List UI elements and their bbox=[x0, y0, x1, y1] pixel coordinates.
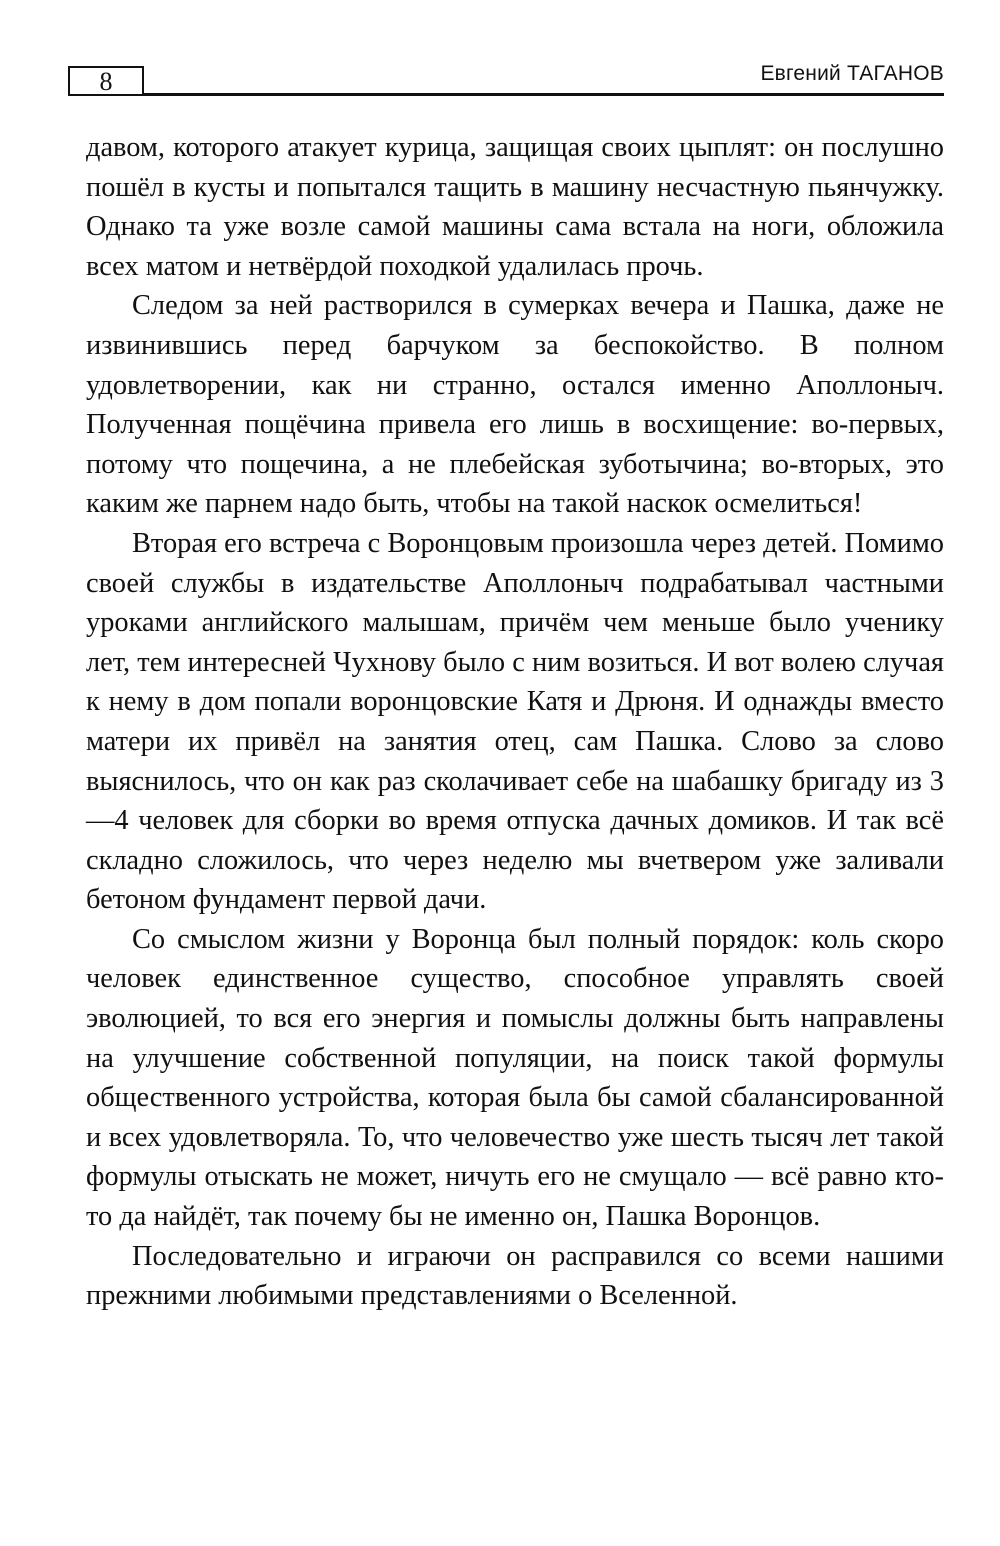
paragraph-1: давом, которого атакует курица, защищая своих цыплят: он послушно пошёл в кусты и попытался тащить в машину несчастную пьянчужку. Однако та уже возле самой машины сама встала на ноги, обложила всех матом и нетвёрдой походкой удалилась прочь. bbox=[86, 132, 944, 282]
author-name: Евгений ТАГАНОВ bbox=[760, 62, 944, 85]
header-rule bbox=[144, 93, 944, 96]
paragraph-2: Следом за ней растворился в сумерках вечера и Пашка, даже не извинившись перед барчуком за беспокойство. В полном удовлетворении, как ни странно, остался именно Аполлоныч. Полученная пощёчина привела его лишь в восхищение: во-первых, потому что пощечина, а не плебейская зуботычина; во-вторых, это каким же парнем надо быть, чтобы на такой наскок осмелиться! bbox=[86, 290, 944, 520]
paragraph-4: Со смыслом жизни у Воронца был полный порядок: коль скоро человек единственное существо, способное управлять своей эволюцией, то вся его энергия и помыслы должны быть направлены на улучшение собственной популяции, на поиск такой формулы общественного устройства, которая была бы самой сбалансированной и всех удовлетворяла. То, что человечество уже шесть тысяч лет такой формулы отыскать не может, ничуть его не смущало — всё равно кто-то да найдёт, так почему бы не именно он, Пашка Воронцов. bbox=[86, 923, 944, 1233]
paragraph-3: Вторая его встреча с Воронцовым произошла через детей. Помимо своей службы в издательстве Аполлоныч подрабатывал частными уроками английского малышам, причём чем меньше было ученику лет, тем интересней Чухнову было с ним возиться. И вот волею случая к нему в дом попали воронцовские Катя и Дрюня. И однажды вместо матери их привёл на занятия отец, сам Пашка. Слово за слово выяснилось, что он как раз сколачивает себе на шабашку бригаду из 3—4 человек для сборки во время отпуска дачных домиков. И так всё складно сложилось, что через неделю мы вчетвером уже заливали бетоном фундамент первой дачи. bbox=[86, 527, 944, 916]
paragraph-5: Последовательно и играючи он расправился со всеми нашими прежними любимыми представлениями о Вселенной. bbox=[86, 1240, 944, 1312]
page-number: 8 bbox=[68, 66, 144, 96]
page-header bbox=[68, 60, 944, 100]
page-body bbox=[86, 128, 944, 1316]
